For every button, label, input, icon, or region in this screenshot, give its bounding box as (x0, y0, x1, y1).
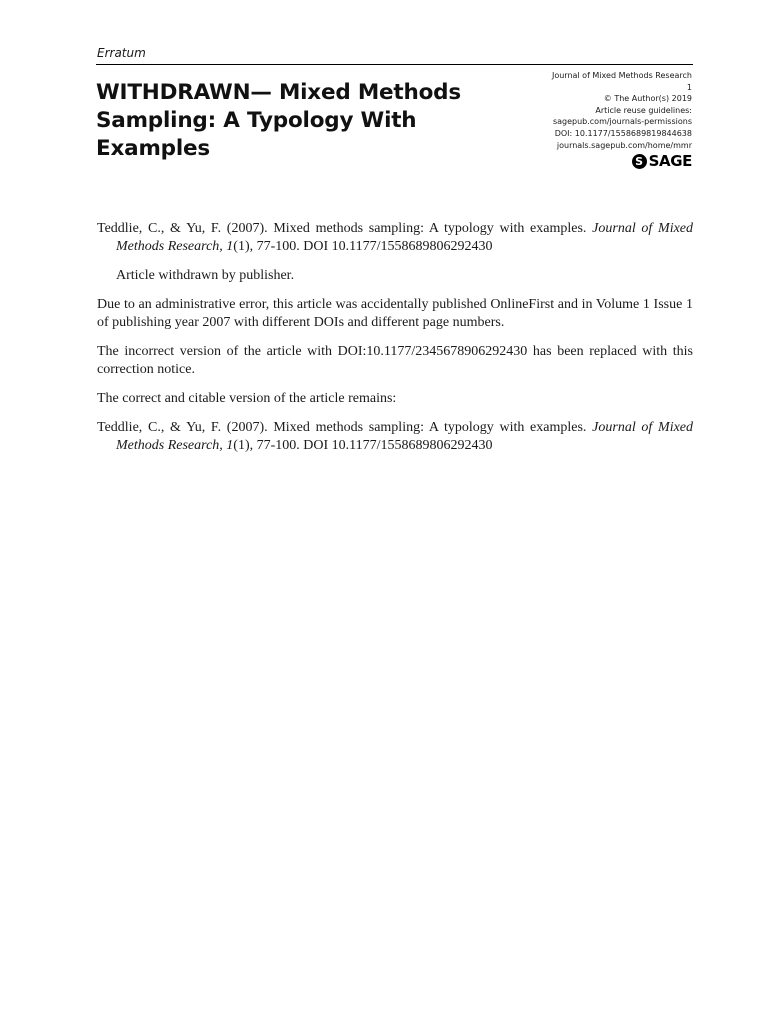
sage-logo-text: SAGE (648, 152, 692, 170)
reuse-guidelines-label: Article reuse guidelines: (595, 105, 692, 115)
journal-metadata (472, 70, 692, 151)
citation-correct (97, 419, 693, 455)
erratum-body (97, 220, 693, 466)
page-number: 1 (686, 82, 692, 92)
incorrect-version-note: The incorrect version of the article with DOI:10.1177/2345678906292430 has been replaced with this correction notice. (97, 344, 693, 377)
citation-details: (1), 77-100. DOI 10.1177/1558689806292430 (233, 438, 493, 453)
copyright-line: © The Author(s) 2019 (603, 94, 692, 104)
doi-line: DOI: 10.1177/1558689819844638 (554, 128, 692, 138)
withdrawn-note: Article withdrawn by publisher. (116, 268, 295, 283)
journal-homepage-link[interactable]: journals.sagepub.com/home/mmr (556, 140, 692, 150)
correct-version-intro: The correct and citable version of the article remains: (97, 391, 397, 406)
citation-journal: Journal of Mixed Methods Research, 1 (116, 221, 694, 254)
citation-authors-title: Teddlie, C., & Yu, F. (2007). Mixed methods sampling: A typology with examples. (97, 221, 587, 236)
sage-logo (632, 154, 692, 169)
citation-details: (1), 77-100. DOI 10.1177/1558689806292430 (233, 239, 493, 254)
sage-logo-icon: S (632, 154, 647, 169)
journal-name: Journal of Mixed Methods Research (551, 71, 692, 80)
header-rule (96, 64, 693, 65)
error-explanation: Due to an administrative error, this article was accidentally published OnlineFirst and in Volume 1 Issue 1 of publishing year 2007 with different DOIs and different page numbers. (97, 297, 693, 330)
article-title: WITHDRAWN— Mixed Methods Sampling: A Typology With Examples (96, 80, 461, 161)
citation-authors-title: Teddlie, C., & Yu, F. (2007). Mixed methods sampling: A typology with examples. (97, 420, 587, 435)
citation-withdrawn (97, 220, 693, 256)
section-label: Erratum (97, 46, 146, 60)
citation-journal: Journal of Mixed Methods Research, 1 (116, 420, 694, 453)
permissions-link[interactable]: sagepub.com/journals-permissions (552, 117, 692, 127)
